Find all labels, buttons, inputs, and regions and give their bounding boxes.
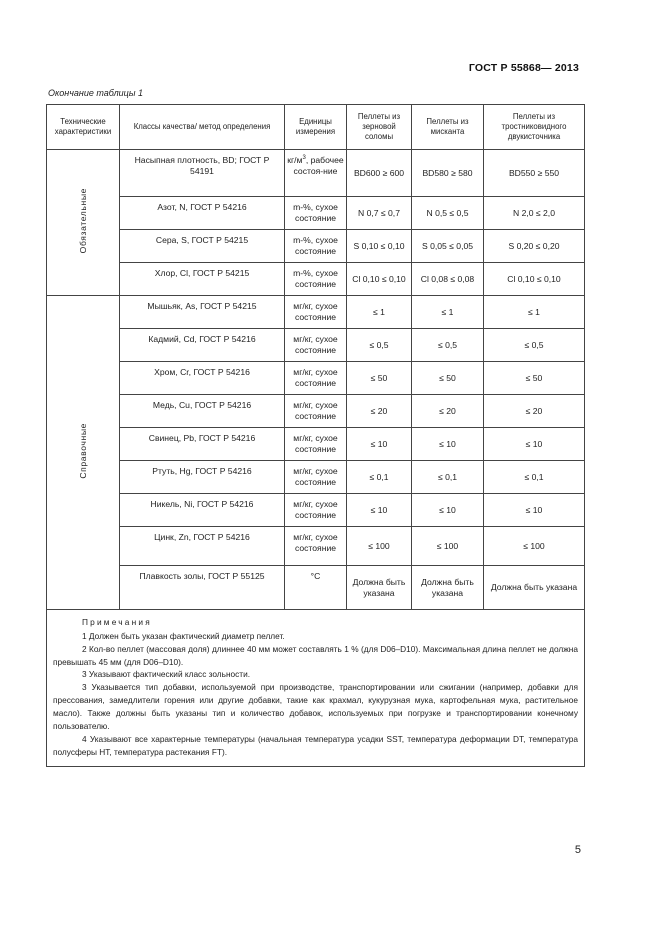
specification-table	[46, 104, 585, 767]
straw-cell: ≤ 20	[347, 395, 412, 428]
header-characteristics: Технические характеристики	[47, 105, 120, 150]
reed-cell: ≤ 1	[484, 296, 585, 329]
class-cell: Медь, Cu, ГОСТ Р 54216	[120, 395, 285, 428]
straw-cell: BD600 ≥ 600	[347, 150, 412, 197]
straw-cell: ≤ 0,1	[347, 461, 412, 494]
class-cell: Цинк, Zn, ГОСТ Р 54216	[120, 527, 285, 566]
straw-cell: ≤ 100	[347, 527, 412, 566]
reed-cell: ≤ 20	[484, 395, 585, 428]
reed-cell: ≤ 0,1	[484, 461, 585, 494]
header-reed: Пеллеты из тростниковидного двукисточника	[484, 105, 585, 150]
class-cell: Хлор, Cl, ГОСТ Р 54215	[120, 263, 285, 296]
class-cell: Никель, Ni, ГОСТ Р 54216	[120, 494, 285, 527]
class-cell: Мышьяк, As, ГОСТ Р 54215	[120, 296, 285, 329]
miscanthus-cell: S 0,05 ≤ 0,05	[412, 230, 484, 263]
unit-cell: мг/кг, сухое состояние	[285, 494, 347, 527]
page-number: 5	[574, 844, 581, 856]
table-row	[47, 296, 585, 329]
table-row	[47, 566, 585, 610]
unit-cell: °С	[285, 566, 347, 610]
table-row	[47, 395, 585, 428]
straw-cell: ≤ 50	[347, 362, 412, 395]
miscanthus-cell: ≤ 100	[412, 527, 484, 566]
unit-cell: m-%, сухое состояние	[285, 230, 347, 263]
straw-cell: ≤ 1	[347, 296, 412, 329]
miscanthus-cell: ≤ 10	[412, 428, 484, 461]
reed-cell: Cl 0,10 ≤ 0,10	[484, 263, 585, 296]
miscanthus-cell: ≤ 20	[412, 395, 484, 428]
table-caption: Окончание таблицы 1	[48, 88, 143, 98]
straw-cell: ≤ 10	[347, 428, 412, 461]
unit-cell: мг/кг, сухое состояние	[285, 428, 347, 461]
reed-cell: N 2,0 ≤ 2,0	[484, 197, 585, 230]
reed-cell: ≤ 0,5	[484, 329, 585, 362]
miscanthus-cell: Cl 0,08 ≤ 0,08	[412, 263, 484, 296]
class-cell: Сера, S, ГОСТ Р 54215	[120, 230, 285, 263]
note-item: 2 Кол-во пеллет (массовая доля) длиннее 40 мм может составлять 1 % (для D06–D10). Максимальная длина пеллет не должна превышать 45 мм (для D06–D10).	[53, 643, 578, 667]
miscanthus-cell: ≤ 0,5	[412, 329, 484, 362]
class-cell: Хром, Cr, ГОСТ Р 54216	[120, 362, 285, 395]
unit-cell: m-%, сухое состояние	[285, 263, 347, 296]
straw-cell: Должна быть указана	[347, 566, 412, 610]
miscanthus-cell: BD580 ≥ 580	[412, 150, 484, 197]
table-header-row	[47, 105, 585, 150]
table-row	[47, 263, 585, 296]
miscanthus-cell: ≤ 1	[412, 296, 484, 329]
note-item: 3 Указывается тип добавки, используемой при производстве, транспортировании или сжигании (например, добавки для прессования, замедлители горения или другие добавки, такие как крахмал, кукурузная мука, картофельная мука, растительное масло). Также должны быть указаны тип и количество добавок, используемых при погрузке и транспортировании конечному пользователю.	[53, 682, 578, 731]
unit-cell: мг/кг, сухое состояние	[285, 527, 347, 566]
unit-cell: мг/кг, сухое состояние	[285, 395, 347, 428]
unit-cell: $кг/м^3$, рабочее состоя-ние	[285, 150, 347, 197]
table-row	[47, 362, 585, 395]
group-reference-label: Справочные	[77, 423, 88, 479]
header-class: Классы качества/ метод определения	[120, 105, 285, 150]
group-mandatory-label: Обязательные	[77, 188, 88, 254]
table-row	[47, 428, 585, 461]
class-cell: Свинец, Pb, ГОСТ Р 54216	[120, 428, 285, 461]
miscanthus-cell: N 0,5 ≤ 0,5	[412, 197, 484, 230]
notes-row	[47, 610, 585, 767]
group-mandatory	[47, 150, 120, 296]
table-row	[47, 150, 585, 197]
straw-cell: ≤ 0,5	[347, 329, 412, 362]
reed-cell: Должна быть указана	[484, 566, 585, 610]
table-row	[47, 197, 585, 230]
table-row	[47, 527, 585, 566]
miscanthus-cell: ≤ 50	[412, 362, 484, 395]
note-item: 3 Указывают фактический класс зольности.	[82, 669, 251, 680]
table-row	[47, 494, 585, 527]
header-miscanthus: Пеллеты из мисканта	[412, 105, 484, 150]
reed-cell: BD550 ≥ 550	[484, 150, 585, 197]
table-row	[47, 230, 585, 263]
note-item: 4 Указывают все характерные температуры (начальная температура усадки SST, температура деформации DT, температура полусферы HT, температура растекания FT).	[53, 733, 578, 757]
unit-cell: мг/кг, сухое состояние	[285, 461, 347, 494]
table-row	[47, 329, 585, 362]
straw-cell: Cl 0,10 ≤ 0,10	[347, 263, 412, 296]
header-straw: Пеллеты из зерновой соломы	[347, 105, 412, 150]
unit-cell: мг/кг, сухое состояние	[285, 362, 347, 395]
note-item: 1 Должен быть указан фактический диаметр пеллет.	[82, 630, 285, 641]
straw-cell: ≤ 10	[347, 494, 412, 527]
unit-cell: мг/кг, сухое состояние	[285, 329, 347, 362]
header-unit: Единицы измерения	[285, 105, 347, 150]
class-cell: Кадмий, Cd, ГОСТ Р 54216	[120, 329, 285, 362]
reed-cell: ≤ 10	[484, 494, 585, 527]
notes-cell	[47, 610, 585, 767]
table-row	[47, 461, 585, 494]
document-code: ГОСТ Р 55868— 2013	[468, 62, 579, 74]
reed-cell: S 0,20 ≤ 0,20	[484, 230, 585, 263]
miscanthus-cell: Должна быть указана	[412, 566, 484, 610]
miscanthus-cell: ≤ 10	[412, 494, 484, 527]
reed-cell: ≤ 50	[484, 362, 585, 395]
straw-cell: N 0,7 ≤ 0,7	[347, 197, 412, 230]
class-cell: Плавкость золы, ГОСТ Р 55125	[120, 566, 285, 610]
reed-cell: ≤ 10	[484, 428, 585, 461]
class-cell: Насыпная плотность, BD; ГОСТ Р 54191	[120, 150, 285, 197]
group-reference	[47, 296, 120, 610]
class-cell: Ртуть, Hg, ГОСТ Р 54216	[120, 461, 285, 494]
unit-cell: мг/кг, сухое состояние	[285, 296, 347, 329]
notes-title: Примечания	[82, 617, 152, 627]
miscanthus-cell: ≤ 0,1	[412, 461, 484, 494]
straw-cell: S 0,10 ≤ 0,10	[347, 230, 412, 263]
class-cell: Азот, N, ГОСТ Р 54216	[120, 197, 285, 230]
unit-cell: m-%, сухое состояние	[285, 197, 347, 230]
reed-cell: ≤ 100	[484, 527, 585, 566]
